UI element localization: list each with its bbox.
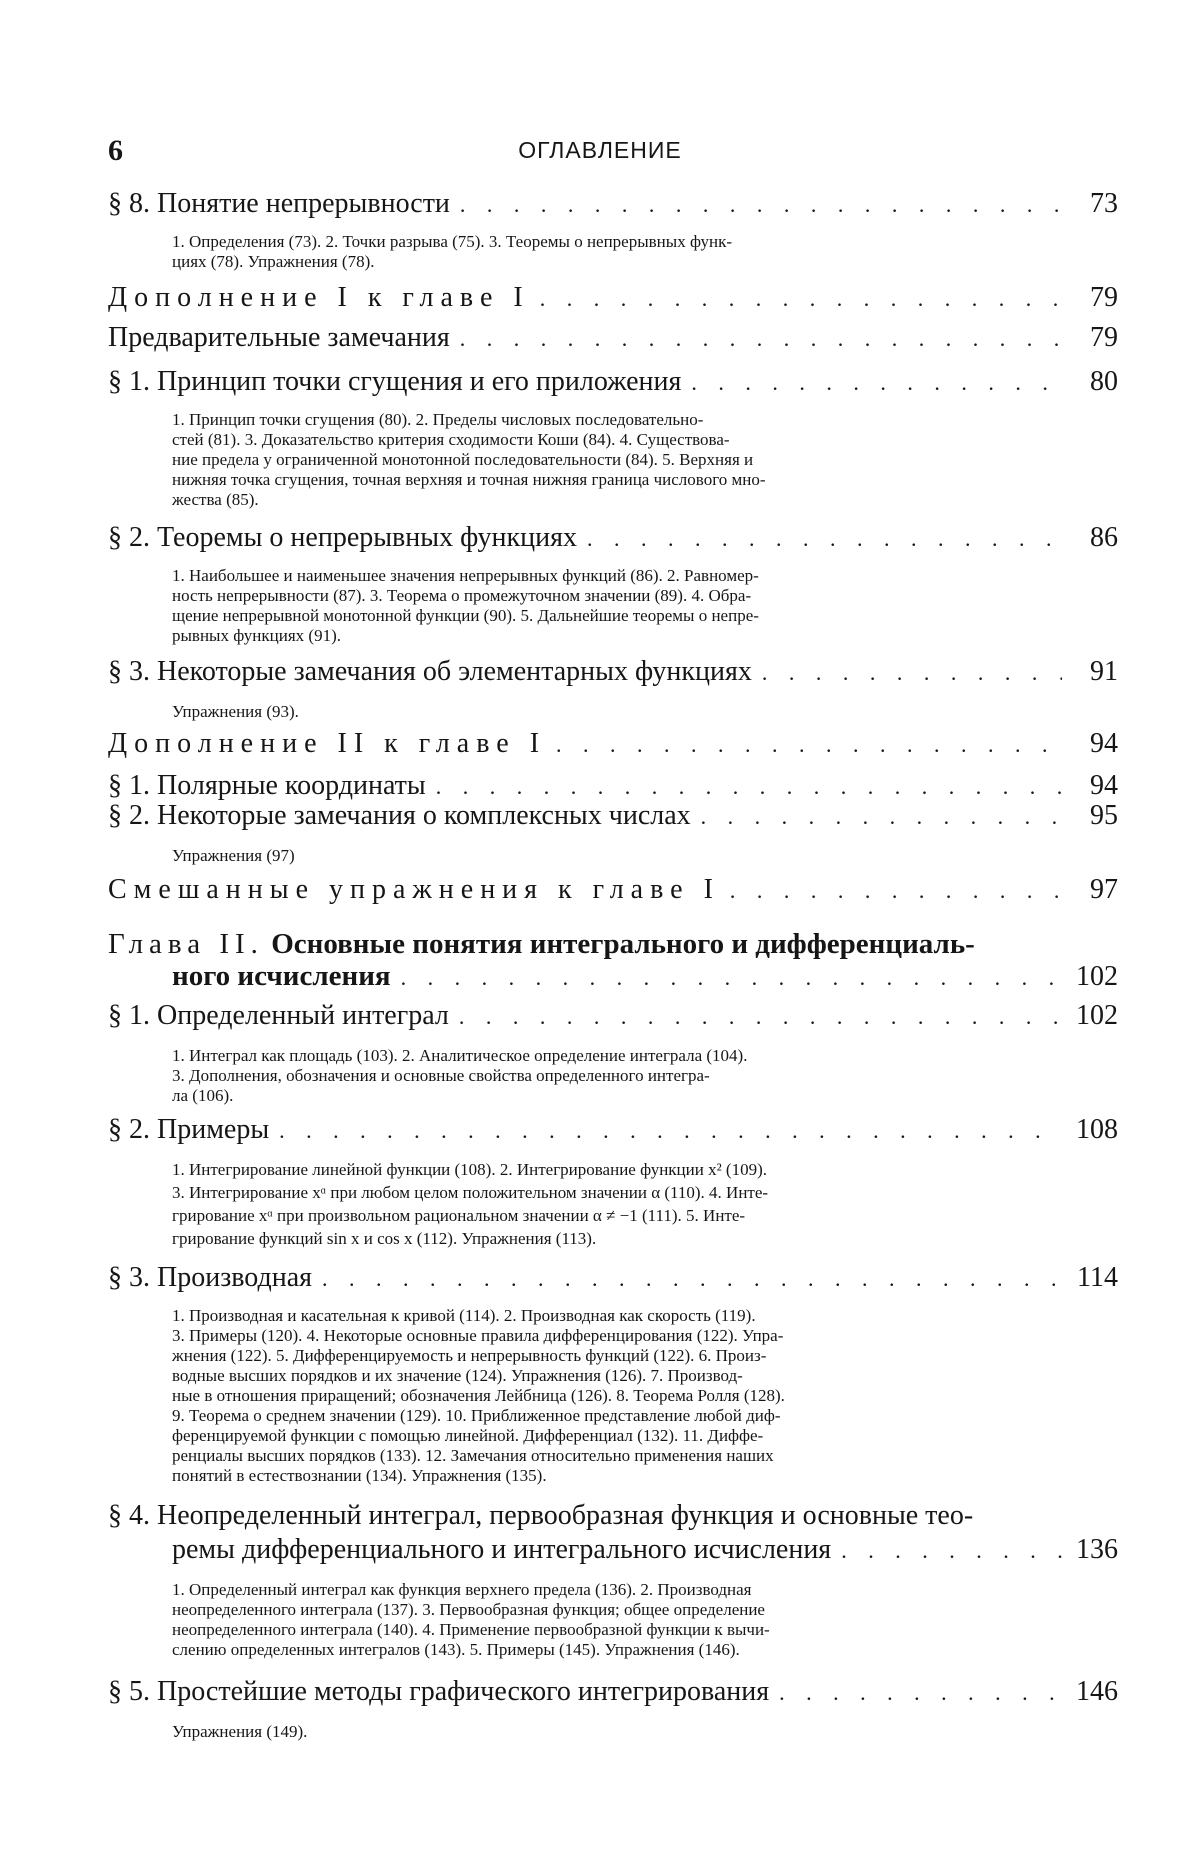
toc-entry — [108, 728, 1118, 760]
toc-subentry-line: 1. Определения (73). 2. Точки разрыва (75). 3. Теоремы о непрерывных функ- — [172, 232, 733, 251]
toc-subentry-line: Упражнения (93). — [172, 702, 299, 721]
dot-leader — [436, 774, 1062, 800]
toc-subentry-line: 1. Принцип точки сгущения (80). 2. Пределы числовых последовательно- — [172, 410, 704, 429]
toc-subentries — [172, 846, 1118, 866]
toc-entry-page: 80 — [1090, 366, 1118, 397]
toc-subentries — [172, 566, 1118, 646]
toc-subentries — [172, 1306, 1118, 1486]
toc-entry — [108, 1000, 1118, 1032]
page-header-title: ОГЛАВЛЕНИЕ — [518, 137, 682, 163]
toc-subentry-line: 1. Производная и касательная к кривой (114). 2. Производная как скорость (119). — [172, 1306, 756, 1325]
toc-entry-title: Предварительные замечания — [108, 322, 450, 353]
toc-entry-title: § 5. Простейшие методы графического интегрирования — [108, 1676, 770, 1707]
toc-entry-page: 94 — [1090, 728, 1118, 759]
dot-leader — [691, 370, 1062, 396]
toc-subentry-line: рывных функциях (91). — [172, 626, 342, 645]
toc-entry — [172, 1534, 1118, 1566]
toc-subentry-line: 1. Интегрирование линейной функции (108). 2. Интегрирование функции x² (109). — [172, 1160, 768, 1179]
toc-subentry-line: грирование xᵅ при произвольном рациональном значении α ≠ −1 (111). 5. Инте- — [172, 1206, 746, 1225]
toc-entry — [108, 188, 1118, 220]
toc-entry-title: § 1. Определенный интеграл — [108, 1000, 449, 1031]
toc-subentry-line: водные высших порядков и их значение (124). Упражнения (126). 7. Производ- — [172, 1366, 743, 1385]
toc-entry-title-line: § 4. Неопределенный интеграл, первообразная функция и основные тео- — [108, 1500, 974, 1531]
toc-entry-page: 102 — [1076, 1000, 1118, 1031]
toc-subentry-line: Упражнения (149). — [172, 1722, 308, 1741]
toc-subentry-line: ние предела у ограниченной монотонной последовательности (84). 5. Верхняя и — [172, 450, 754, 469]
dot-leader — [556, 732, 1062, 758]
toc-entry-title-line: ремы дифференциального и интегрального исчисления — [172, 1534, 832, 1565]
toc-entry-title: § 1. Полярные координаты — [108, 770, 426, 801]
toc-entry-page: 114 — [1077, 1262, 1118, 1293]
toc-subentry-line: 9. Теорема о среднем значении (129). 10. Приближенное представление любой диф- — [172, 1406, 781, 1425]
toc-entry — [108, 366, 1118, 398]
toc-subentry-line: 1. Наибольшее и наименьшее значения непрерывных функций (86). 2. Равномер- — [172, 566, 759, 585]
dot-leader — [322, 1266, 1062, 1292]
toc-entry-title: § 3. Некоторые замечания об элементарных функциях — [108, 656, 752, 687]
chapter-label: Глава II. — [108, 928, 264, 960]
toc-entry — [108, 1114, 1118, 1146]
toc-entry-page: 108 — [1076, 1114, 1118, 1145]
dot-leader — [587, 526, 1062, 552]
dot-leader — [701, 804, 1062, 830]
toc-entry-title: § 2. Некоторые замечания о комплексных числах — [108, 800, 691, 831]
toc-entry-title: § 2. Примеры — [108, 1114, 270, 1145]
toc-subentry-line: ренциалы высших порядков (133). 12. Замечания относительно применения наших — [172, 1446, 774, 1465]
toc-subentry-line: слению определенных интегралов (143). 5. Примеры (145). Упражнения (146). — [172, 1640, 740, 1659]
toc-subentry-line: 3. Примеры (120). 4. Некоторые основные правила дифференцирования (122). Упра- — [172, 1326, 784, 1345]
dot-leader — [460, 192, 1062, 218]
toc-entry — [108, 282, 1118, 314]
toc-entry-title: Дополнение I к главе I — [108, 282, 530, 313]
toc-subentries — [172, 1580, 1118, 1660]
toc-entry — [108, 522, 1118, 554]
toc-entry-page: 91 — [1090, 656, 1118, 687]
dot-leader — [460, 326, 1062, 352]
chapter-title-line: Основные понятия интегрального и дифференциаль- — [271, 928, 975, 960]
dot-leader — [459, 1004, 1062, 1030]
toc-entry-page: 79 — [1090, 282, 1118, 313]
toc-subentry-line: щение непрерывной монотонной функции (90). 5. Дальнейшие теоремы о непре- — [172, 606, 759, 625]
page-number: 6 — [108, 134, 123, 167]
dot-leader — [730, 878, 1062, 904]
toc-subentry-line: ференцируемой функции с помощью линейной. Дифференциал (132). 11. Диффе- — [172, 1426, 764, 1445]
toc-entry — [108, 1262, 1118, 1294]
toc-subentry-line: ные в отношения приращений; обозначения Лейбница (126). 8. Теорема Ролля (128). — [172, 1386, 785, 1405]
toc-entry-page: 97 — [1090, 874, 1118, 905]
toc-subentry-line: ность непрерывности (87). 3. Теорема о промежуточном значении (89). 4. Обра- — [172, 586, 752, 605]
toc-subentries — [172, 1158, 1118, 1250]
toc-entry-page: 102 — [1076, 961, 1118, 992]
toc-subentries — [172, 702, 1118, 722]
toc-subentry-line: ла (106). — [172, 1086, 234, 1105]
chapter-heading — [108, 928, 975, 961]
toc-entry-title: Дополнение II к главе I — [108, 728, 547, 759]
toc-subentry-line: нижняя точка сгущения, точная верхняя и точная нижняя граница числового мно- — [172, 470, 766, 489]
toc-subentries — [172, 1722, 1118, 1742]
toc-subentries — [172, 1046, 1118, 1106]
toc-entry-page: 94 — [1090, 770, 1118, 801]
toc-entry-page: 95 — [1090, 800, 1118, 831]
toc-entry — [108, 800, 1118, 832]
toc-entry-page: 136 — [1076, 1534, 1118, 1565]
toc-subentry-line: грирование функций sin x и cos x (112). Упражнения (113). — [172, 1229, 597, 1248]
toc-entry — [108, 874, 1118, 906]
toc-subentry-line: неопределенного интеграла (137). 3. Первообразная функция; общее определение — [172, 1600, 765, 1619]
toc-subentry-line: жнения (122). 5. Дифференцируемость и непрерывность функций (122). 6. Произ- — [172, 1346, 767, 1365]
dot-leader — [779, 1680, 1062, 1706]
dot-leader — [762, 660, 1062, 686]
toc-entry-title: § 2. Теоремы о непрерывных функциях — [108, 522, 577, 553]
toc-entry — [172, 960, 1118, 993]
toc-entry-title: § 1. Принцип точки сгущения и его приложения — [108, 366, 682, 397]
toc-subentries — [172, 232, 1118, 272]
toc-entry — [108, 1676, 1118, 1708]
toc-entry-page: 86 — [1090, 522, 1118, 553]
toc-subentry-line: 1. Интеграл как площадь (103). 2. Аналитическое определение интеграла (104). — [172, 1046, 748, 1065]
toc-entry-page: 146 — [1076, 1676, 1118, 1707]
toc-entry-title: Смешанные упражнения к главе I — [108, 874, 720, 905]
toc-subentry-line: стей (81). 3. Доказательство критерия сходимости Коши (84). 4. Существова- — [172, 430, 730, 449]
toc-entry — [108, 770, 1118, 802]
dot-leader — [841, 1538, 1062, 1564]
dot-leader — [401, 965, 1062, 991]
toc-entry — [108, 656, 1118, 688]
toc-subentry-line: жества (85). — [172, 490, 259, 509]
toc-subentry-line: 3. Интегрирование xᵅ при любом целом положительном значении α (110). 4. Инте- — [172, 1183, 769, 1202]
chapter-title-line: ного исчисления — [172, 960, 391, 992]
toc-subentry-line: Упражнения (97) — [172, 846, 295, 865]
toc-subentry-line: 1. Определенный интеграл как функция верхнего предела (136). 2. Производная — [172, 1580, 752, 1599]
toc-entry-title: § 8. Понятие непрерывности — [108, 188, 450, 219]
toc-subentry-line: циях (78). Упражнения (78). — [172, 252, 375, 271]
toc-subentry-line: 3. Дополнения, обозначения и основные свойства определенного интегра- — [172, 1066, 710, 1085]
toc-entry-title: § 3. Производная — [108, 1262, 313, 1293]
toc-subentries — [172, 410, 1118, 510]
toc-entry-page: 73 — [1090, 188, 1118, 219]
dot-leader — [540, 286, 1062, 312]
toc-subentry-line: понятий в естествознании (134). Упражнения (135). — [172, 1466, 547, 1485]
toc-entry — [108, 322, 1118, 354]
toc-subentry-line: неопределенного интеграла (140). 4. Применение первообразной функции к вычи- — [172, 1620, 770, 1639]
toc-entry-page: 79 — [1090, 322, 1118, 353]
dot-leader — [279, 1118, 1062, 1144]
